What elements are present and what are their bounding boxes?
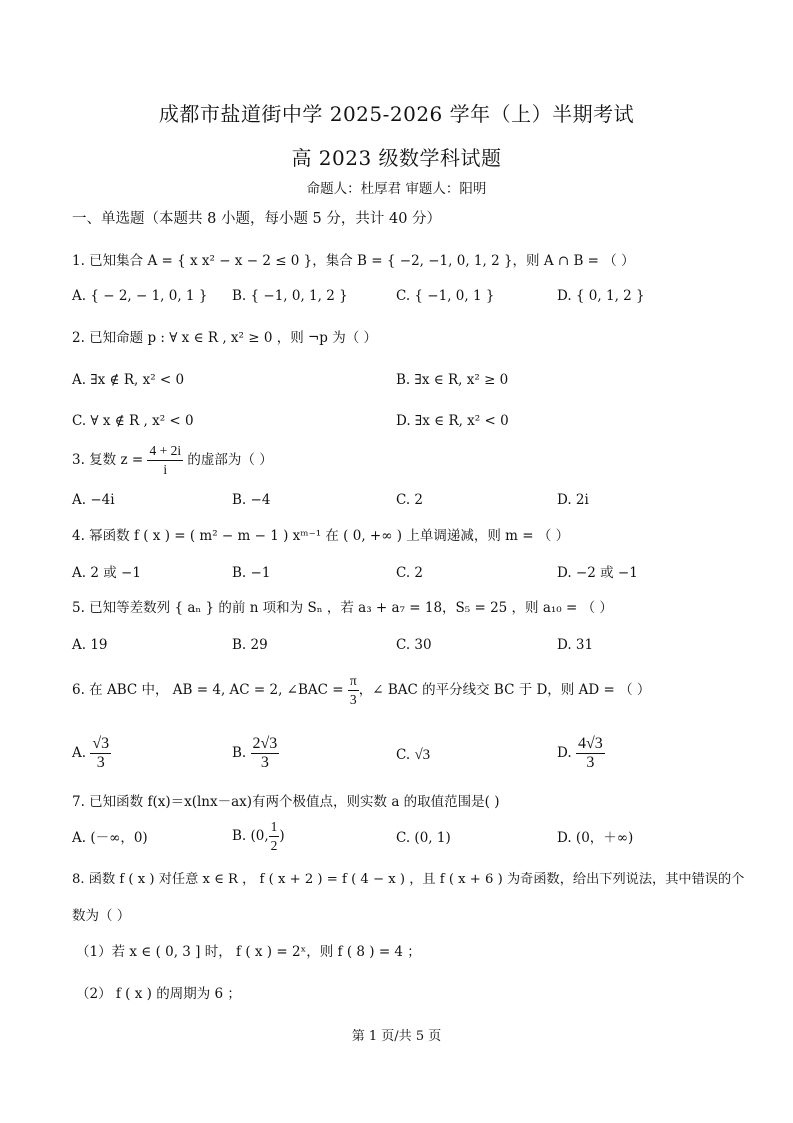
fraction-numerator: π [348,672,359,691]
option-fraction [251,735,280,772]
question-6-option-c [396,745,430,765]
question-1-option-a: A. { − 2, − 1, 0, 1 } [72,288,208,304]
fraction-denominator: 2 [270,838,278,853]
question-6-option-d [557,735,605,772]
option-fraction [269,818,280,855]
question-4-option-c: C. 2 [396,565,424,581]
question-8-statement-1: （1）若 x ∈ ( 0, 3 ] 时， f ( x ) = 2ˣ，则 f ( 8 ) = 4 ； [76,944,421,960]
question-7-option-b [232,818,285,855]
fraction-denominator: i [163,462,168,477]
question-3-option-c: C. 2 [396,492,424,508]
question-5-option-d: D. 31 [557,637,594,653]
option-suffix: ) [279,828,285,844]
exam-authors: 命题人：杜厚君 审题人：阳明 [306,181,487,197]
question-4-stem: 4. 幂函数 f ( x ) = ( m² − m − 1 ) xᵐ⁻¹ 在 ( 0, +∞ ) 上单调递减，则 m = （ ） [72,528,570,544]
fraction-numerator: √3 [92,735,110,752]
fraction-numerator: 4√3 [577,735,603,752]
question-7-stem: 7. 已知函数 f(x)＝x(lnx－ax)有两个极值点，则实数 a 的取值范围是( ) [72,794,500,810]
question-3-option-d: D. 2i [557,492,589,508]
option-label: A. [72,745,87,761]
question-7-option-c: C. (0, 1) [396,830,451,846]
exam-subtitle: 高 2023 级数学科试题 [291,146,502,170]
question-8-stem-line2: 数为（ ） [72,908,131,924]
fraction-denominator: 3 [260,754,269,771]
question-6-prefix: 6. 在 ABC 中， AB = 4, AC = 2, ∠BAC = [72,682,348,698]
fraction-denominator: 3 [349,692,357,707]
fraction-numerator: 1 [269,818,280,837]
question-7-option-d: D. (0，＋∞) [557,830,634,846]
option-label: C. [396,747,411,763]
option-fraction [90,735,111,772]
question-4-option-b: B. −1 [232,565,271,581]
question-8-stem-line1: 8. 函数 f ( x ) 对任意 x ∈ R ， f ( x + 2 ) = f ( 4 − x ) ，且 f ( x + 6 ) 为奇函数，给出下列说法，其中错误的个 [72,872,745,887]
question-2-option-a: A. ∃x ∉ R, x² < 0 [72,372,185,388]
question-1-option-d: D. { 0, 1, 2 } [557,288,645,304]
question-6-stem [72,672,650,709]
question-5-stem: 5. 已知等差数列 { aₙ } 的前 n 项和为 Sₙ ，若 a₃ + a₇ = 18，S₅ = 25 ，则 a₁₀ = （ ） [72,600,613,616]
question-6-fraction [348,672,359,709]
page-number: 第 1 页/共 5 页 [351,1029,442,1044]
option-label: D. [557,745,572,761]
question-1-option-b: B. { −1, 0, 1, 2 } [232,288,348,304]
question-4-option-a: A. 2 或 −1 [72,565,141,581]
question-2-option-b: B. ∃x ∈ R, x² ≥ 0 [396,372,509,388]
question-3-option-a: A. −4i [72,492,115,508]
section-heading: 一、单选题（本题共 8 小题，每小题 5 分，共计 40 分） [72,211,442,227]
question-3-stem [72,442,273,479]
question-3-option-b: B. −4 [232,492,271,508]
question-6-option-a [72,735,111,772]
question-7-option-a: A. (－∞，0) [72,830,148,846]
question-6-suffix: ，∠ BAC 的平分线交 BC 于 D，则 AD = （ ） [358,682,651,698]
question-2-option-c: C. ∀ x ∉ R , x² < 0 [72,413,194,429]
fraction-numerator: 4 + 2i [147,442,183,461]
question-2-stem: 2. 已知命题 p : ∀ x ∈ R , x² ≥ 0 ，则 ¬p 为（ ） [72,330,378,346]
question-5-option-c: C. 30 [396,637,432,653]
question-3-suffix: 的虚部为（ ） [183,452,273,468]
option-fraction [576,735,605,772]
fraction-denominator: 3 [96,754,105,771]
exam-title: 成都市盐道街中学 2025-2026 学年（上）半期考试 [158,102,635,126]
question-2-option-d: D. ∃x ∈ R, x² < 0 [396,413,509,429]
question-5-option-b: B. 29 [232,637,268,653]
question-5-option-a: A. 19 [72,637,108,653]
option-value: √3 [414,747,431,763]
question-3-prefix: 3. 复数 z = [72,452,148,468]
question-3-fraction [147,442,183,479]
question-8-statement-2: （2） f ( x ) 的周期为 6 ； [76,986,241,1002]
question-1-stem: 1. 已知集合 A = { x x² − x − 2 ≤ 0 }，集合 B = { −2, −1, 0, 1, 2 }，则 A ∩ B = （ ） [72,253,635,269]
fraction-numerator: 2√3 [252,735,278,752]
fraction-denominator: 3 [586,754,595,771]
option-label: B. [232,745,247,761]
question-6-option-b [232,735,279,772]
question-1-option-c: C. { −1, 0, 1 } [396,288,495,304]
option-prefix: B. (0, [232,828,269,844]
question-4-option-d: D. −2 或 −1 [557,565,638,581]
